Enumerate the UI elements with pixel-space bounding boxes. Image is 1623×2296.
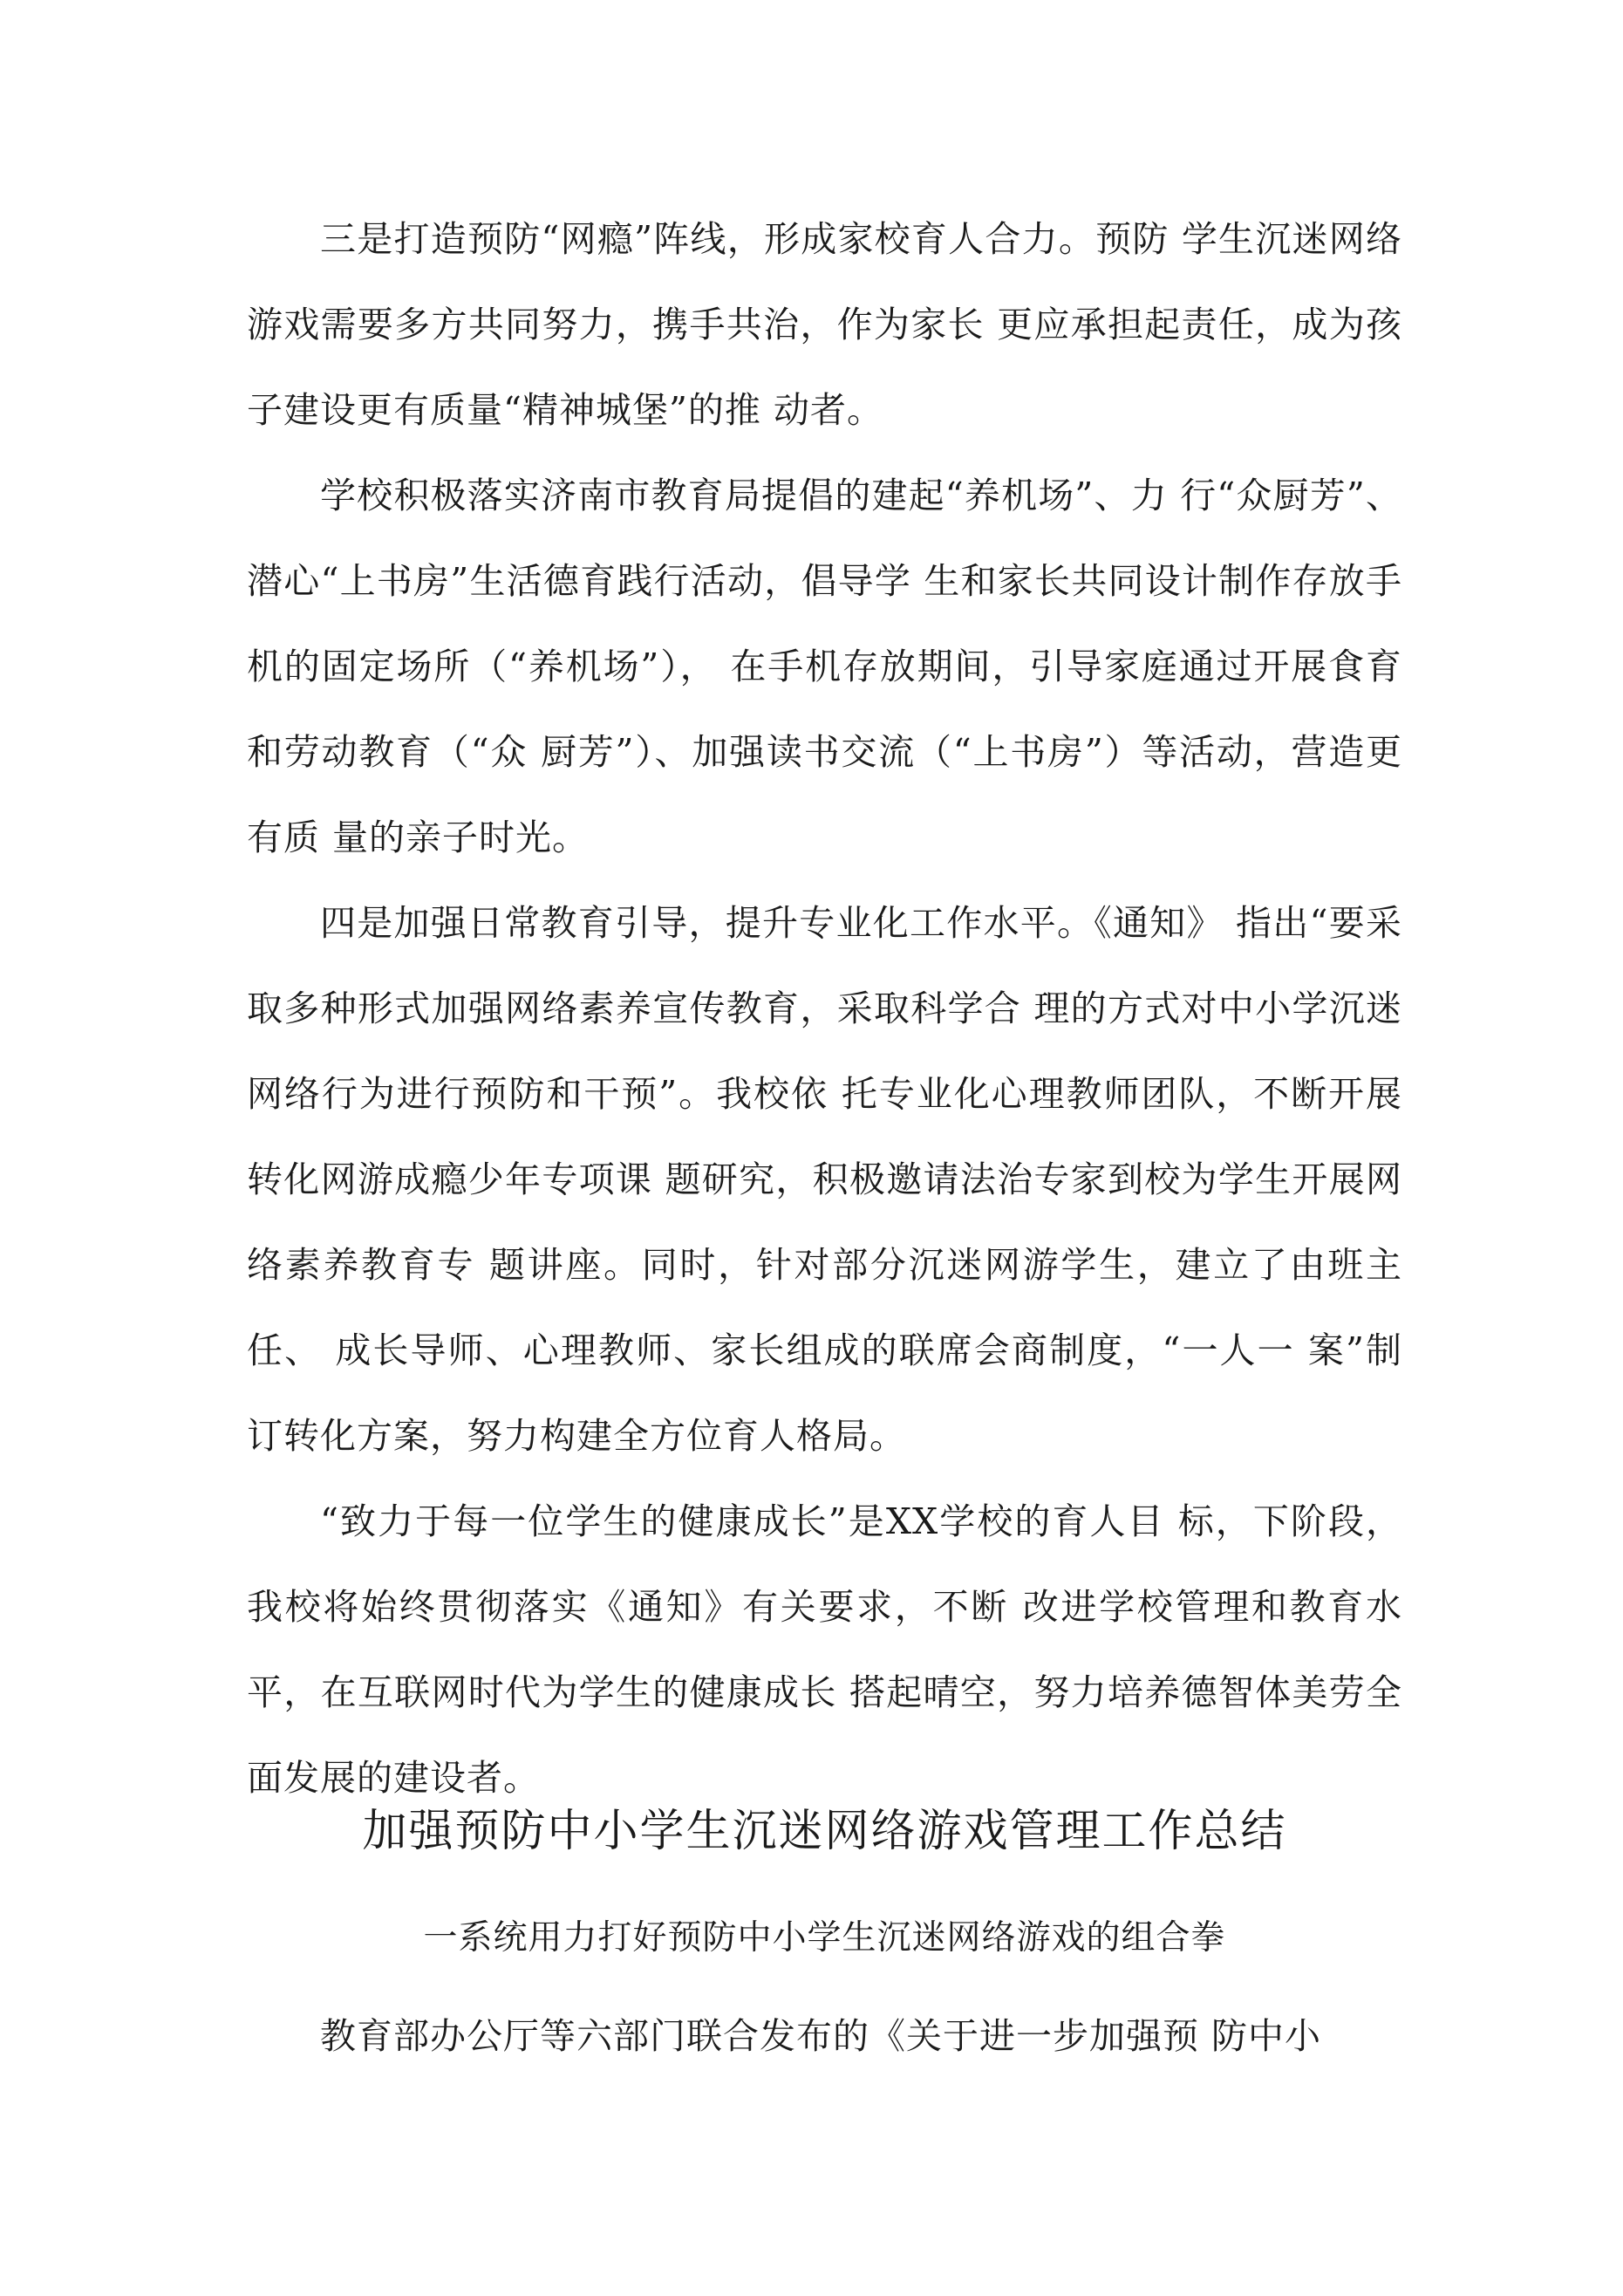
section-title: 加强预防中小学生沉迷网络游戏管理工作总结 <box>362 1806 1287 1857</box>
opening-paragraph: 教育部办公厅等六部门联合发布的《关于进一步加强预 防中小 <box>320 2015 1322 2057</box>
paragraph-parent-responsibility: 三是打造预防“网瘾”阵线，形成家校育人合力。预防 学生沉迷网络游戏需要多方共同努力，携手共治，作为家长 更应承担起责任，成为孩子建设更有质量“精神城堡”的推 动者。 <box>247 218 1402 431</box>
paragraph-daily-guidance: 四是加强日常教育引导，提升专业化工作水平。《通知》 指出“要采取多种形式加强网络素养宣传教育，采取科学合 理的方式对中小学沉迷网络行为进行预防和干预”。我校依 托专业化心理教师团队，不断开展转化网游成瘾少年专项课 题研究，积极邀请法治专家到校为学生开展网络素养教育专 题讲座。同时，针对部分沉迷网游学生，建立了由班主任、 成长导师、心理教师、家长组成的联席会商制度，“一人一 案”制订转化方案，努力构建全方位育人格局。 <box>247 902 1402 1457</box>
paragraph-conclusion: “致力于每一位学生的健康成长”是XX学校的育人目 标，下阶段，我校将始终贯彻落实《通知》有关要求，不断 改进学校管理和教育水平，在互联网时代为学生的健康成长 搭起晴空，努力培养德智体美劳全面发展的建设者。 <box>247 1500 1402 1799</box>
paragraph-school-activities: 学校积极落实济南市教育局提倡的建起“养机场”、力 行“众厨芳”、潜心“上书房”生活德育践行活动，倡导学 生和家长共同设计制作存放手机的固定场所（“养机场”）， 在手机存放期间，引导家庭通过开展食育和劳动教育（“众 厨芳”）、加强读书交流（“上书房”）等活动，营造更有质 量的亲子时光。 <box>247 475 1402 858</box>
body-text <box>247 196 1402 1821</box>
section-subtitle: 一系统用力打好预防中小学生沉迷网络游戏的组合拳 <box>423 1918 1226 1958</box>
